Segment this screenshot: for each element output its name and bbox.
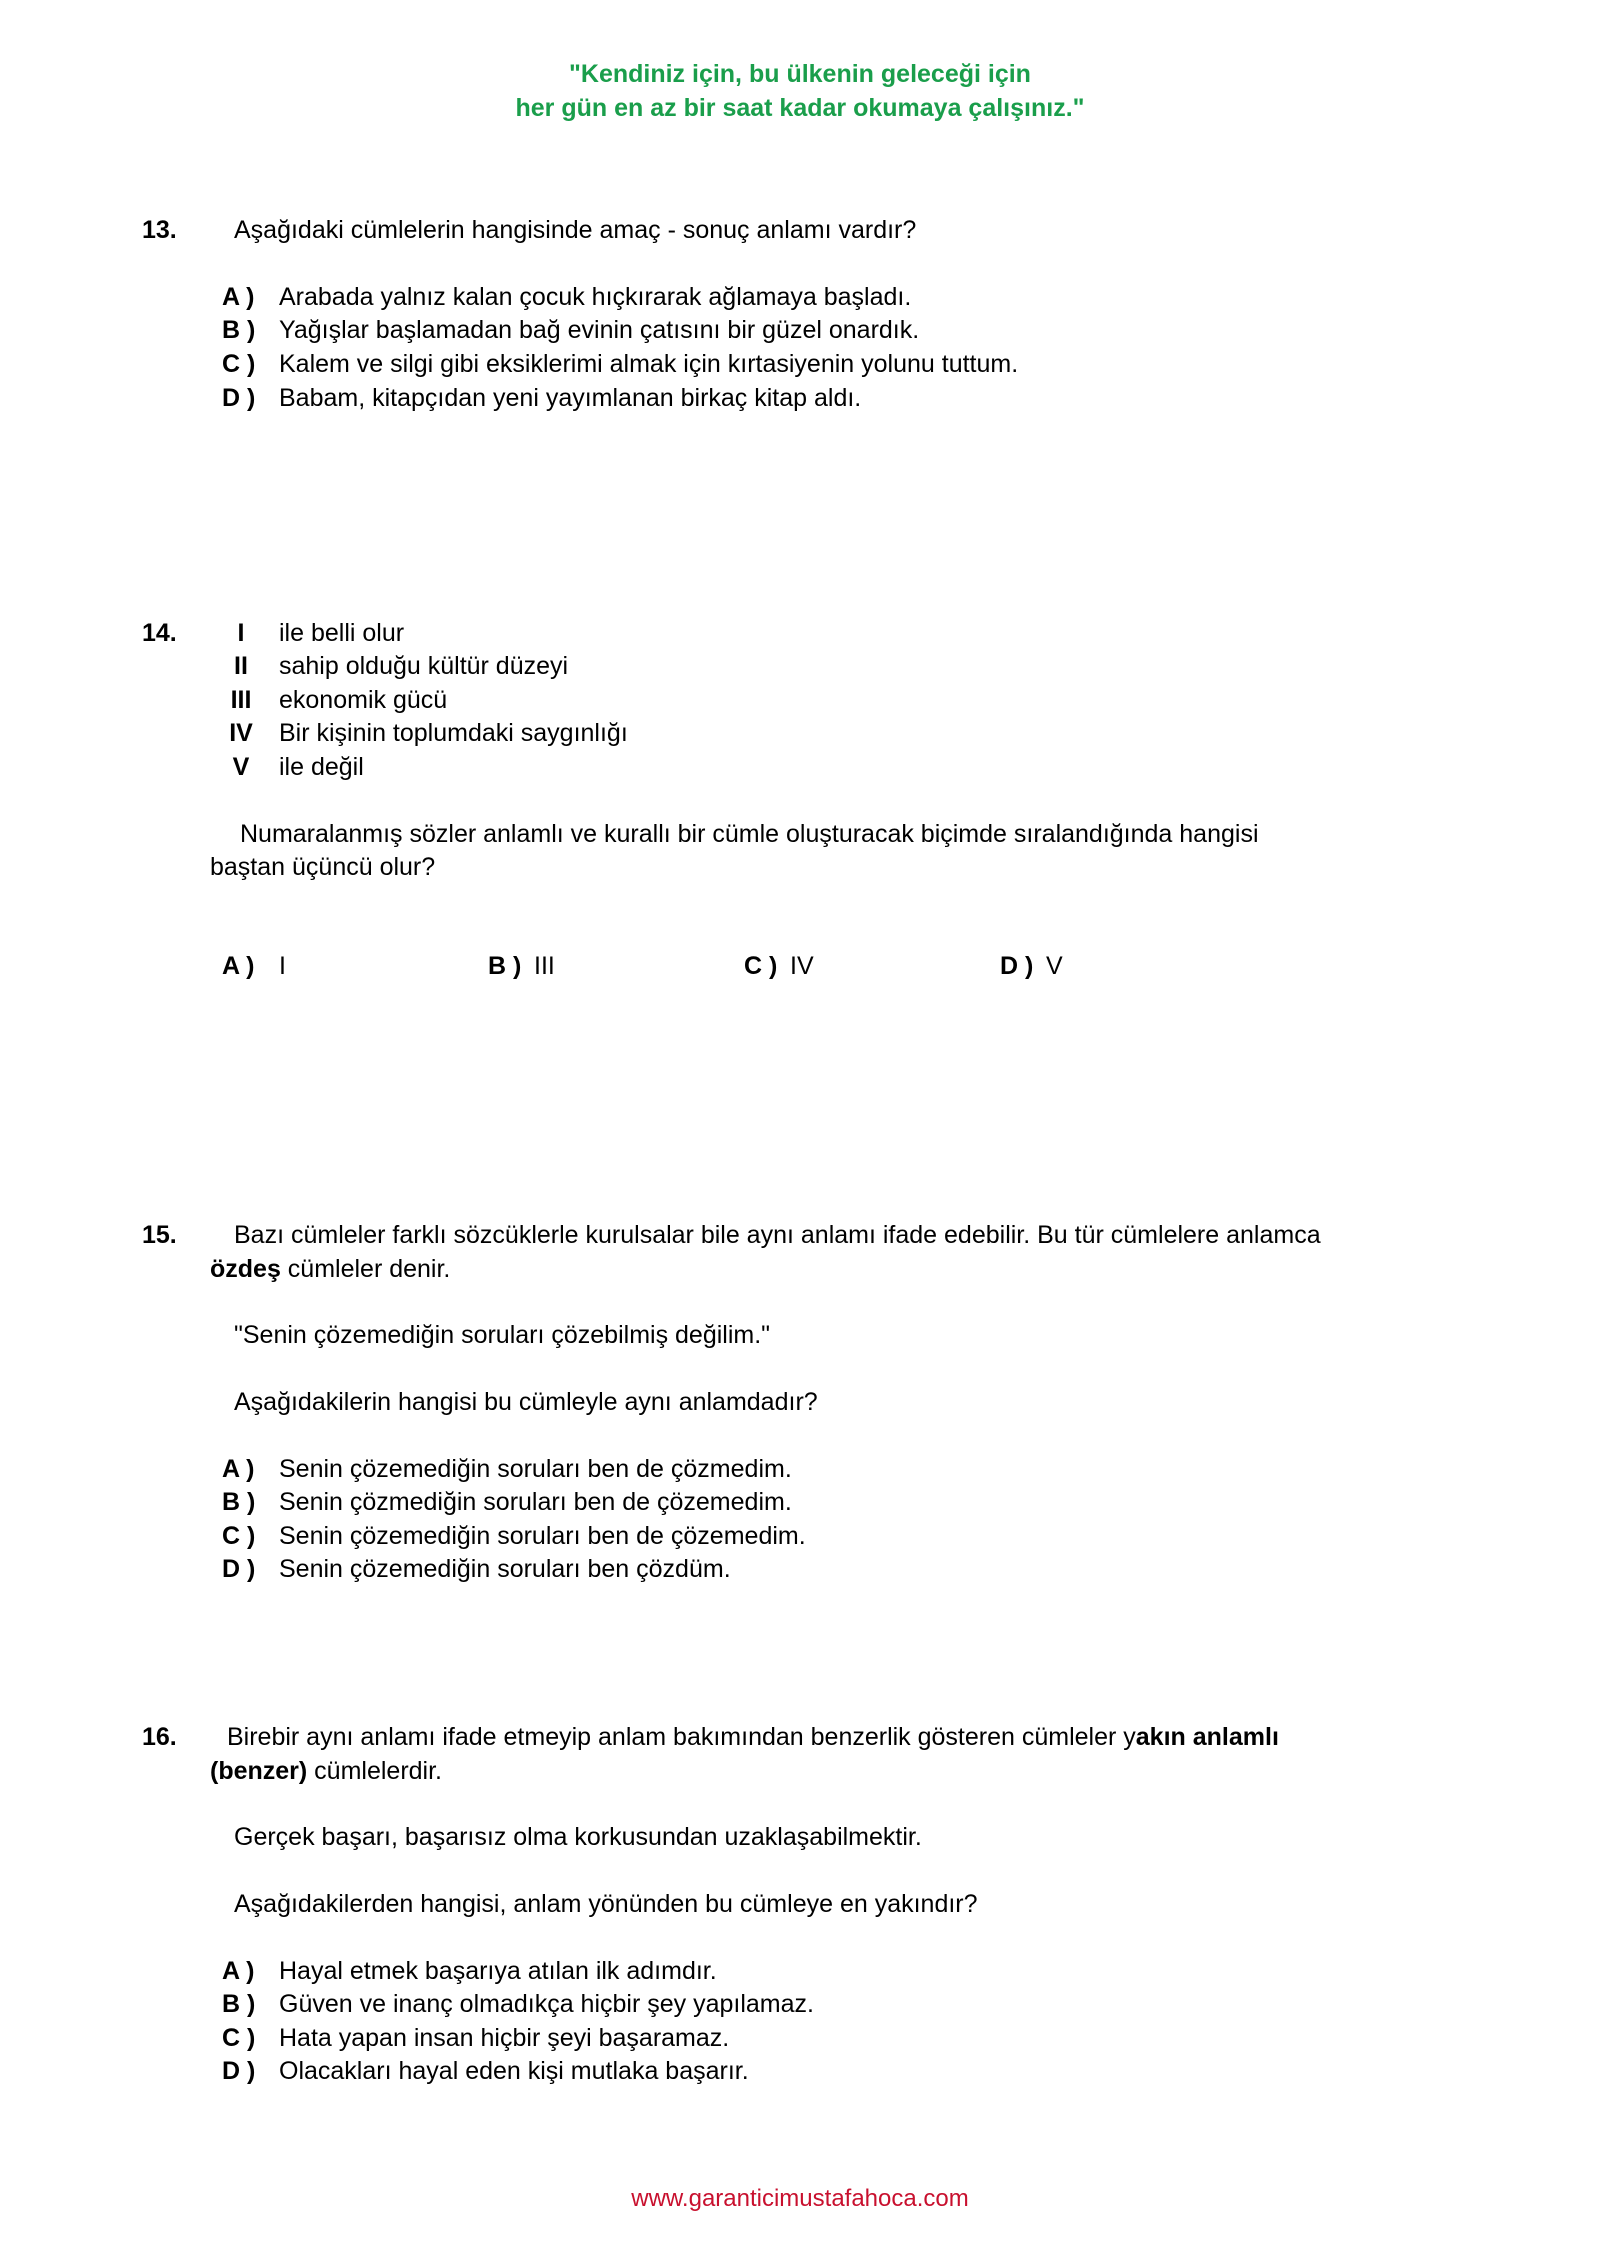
example-sentence: Gerçek başarı, başarısız olma korkusundan uzaklaşabilmektir.: [234, 1823, 922, 1851]
intro-line-1: Bazı cümleler farklı sözcüklerle kurulsalar bile aynı anlamı ifade edebilir. Bu tür cümlelere anlamca: [234, 1221, 1321, 1249]
question-number: 15.: [142, 1221, 177, 1249]
option-d-text: V: [1046, 952, 1063, 980]
option-b-label: B ): [222, 1990, 256, 2018]
option-c-text: Hata yapan insan hiçbir şeyi başaramaz.: [279, 2024, 730, 2052]
roman-numeral-v: V: [232, 753, 250, 781]
intro-bold-term: özdeş: [210, 1255, 281, 1283]
option-d-text: Olacakları hayal eden kişi mutlaka başarır.: [279, 2057, 749, 2085]
option-c-text: IV: [790, 952, 814, 980]
intro-rest: cümleler denir.: [280, 1255, 451, 1283]
question-stem: Aşağıdakilerin hangisi bu cümleyle aynı anlamdadır?: [234, 1388, 818, 1416]
roman-numeral-iv: IV: [229, 719, 253, 747]
option-d-label: D ): [222, 2057, 256, 2085]
option-c-label: C ): [744, 952, 778, 980]
intro-line-2: [210, 1757, 442, 1786]
example-sentence: "Senin çözemediğin soruları çözebilmiş değilim.": [234, 1321, 771, 1349]
numbered-phrase-v: ile değil: [279, 753, 364, 781]
option-b-text: Güven ve inanç olmadıkça hiçbir şey yapılamaz.: [279, 1990, 814, 2018]
option-b-label: B ): [488, 952, 522, 980]
intro-plain: Birebir aynı anlamı ifade etmeyip anlam bakımından benzerlik gösteren cümleler y: [227, 1723, 1136, 1751]
roman-numeral-ii: II: [234, 652, 248, 680]
question-stem: Aşağıdakilerden hangisi, anlam yönünden bu cümleye en yakındır?: [234, 1890, 978, 1918]
intro-line-2: [210, 1255, 450, 1284]
numbered-phrase-i: ile belli olur: [279, 619, 405, 647]
question-number: 14.: [142, 619, 177, 647]
option-d-text: Senin çözemediğin soruları ben çözdüm.: [279, 1555, 731, 1583]
option-b-text: Yağışlar başlamadan bağ evinin çatısını bir güzel onardık.: [279, 316, 920, 344]
option-d-text: Babam, kitapçıdan yeni yayımlanan birkaç kitap aldı.: [279, 384, 862, 412]
question-number: 16.: [142, 1723, 177, 1751]
question-stem: Aşağıdaki cümlelerin hangisinde amaç - sonuç anlamı vardır?: [234, 216, 917, 244]
option-c-text: Senin çözemediğin soruları ben de çözemedim.: [279, 1522, 806, 1550]
question-number: 13.: [142, 216, 177, 244]
option-b-text: III: [534, 952, 555, 980]
footer-website-link[interactable]: www.garanticimustafahoca.com: [631, 2185, 969, 2212]
question-stem-line-1: Numaralanmış sözler anlamlı ve kurallı bir cümle oluşturacak biçimde sıralandığında hangisi: [240, 820, 1259, 848]
numbered-phrase-iii: ekonomik gücü: [279, 686, 448, 714]
option-a-label: A ): [222, 1957, 255, 1985]
option-b-label: B ): [222, 316, 256, 344]
intro-bold-term-2: (benzer): [210, 1757, 308, 1785]
roman-numeral-i: I: [237, 619, 245, 647]
intro-line-1: [227, 1723, 1279, 1752]
motivational-quote-line-1: "Kendiniz için, bu ülkenin geleceği için: [569, 60, 1031, 88]
option-a-text: Hayal etmek başarıya atılan ilk adımdır.: [279, 1957, 717, 1985]
option-b-text: Senin çözmediğin soruları ben de çözemedim.: [279, 1488, 792, 1516]
option-a-label: A ): [222, 1455, 255, 1483]
motivational-quote-line-2: her gün en az bir saat kadar okumaya çalışınız.": [515, 94, 1085, 122]
option-b-label: B ): [222, 1488, 256, 1516]
option-a-text: Arabada yalnız kalan çocuk hıçkırarak ağlamaya başladı.: [279, 283, 912, 311]
roman-numeral-iii: III: [230, 686, 252, 714]
option-a-text: I: [279, 952, 286, 980]
intro-bold-term: akın anlamlı: [1135, 1723, 1279, 1751]
option-c-label: C ): [222, 350, 256, 378]
option-c-text: Kalem ve silgi gibi eksiklerimi almak için kırtasiyenin yolunu tuttum.: [279, 350, 1019, 378]
option-a-text: Senin çözemediğin soruları ben de çözmedim.: [279, 1455, 792, 1483]
intro-rest: cümlelerdir.: [307, 1757, 442, 1785]
question-stem-line-2: baştan üçüncü olur?: [210, 853, 436, 881]
option-d-label: D ): [1000, 952, 1034, 980]
option-a-label: A ): [222, 283, 255, 311]
option-c-label: C ): [222, 2024, 256, 2052]
option-a-label: A ): [222, 952, 255, 980]
option-c-label: C ): [222, 1522, 256, 1550]
option-d-label: D ): [222, 1555, 256, 1583]
numbered-phrase-ii: sahip olduğu kültür düzeyi: [279, 652, 569, 680]
numbered-phrase-iv: Bir kişinin toplumdaki saygınlığı: [279, 719, 628, 747]
option-d-label: D ): [222, 384, 256, 412]
